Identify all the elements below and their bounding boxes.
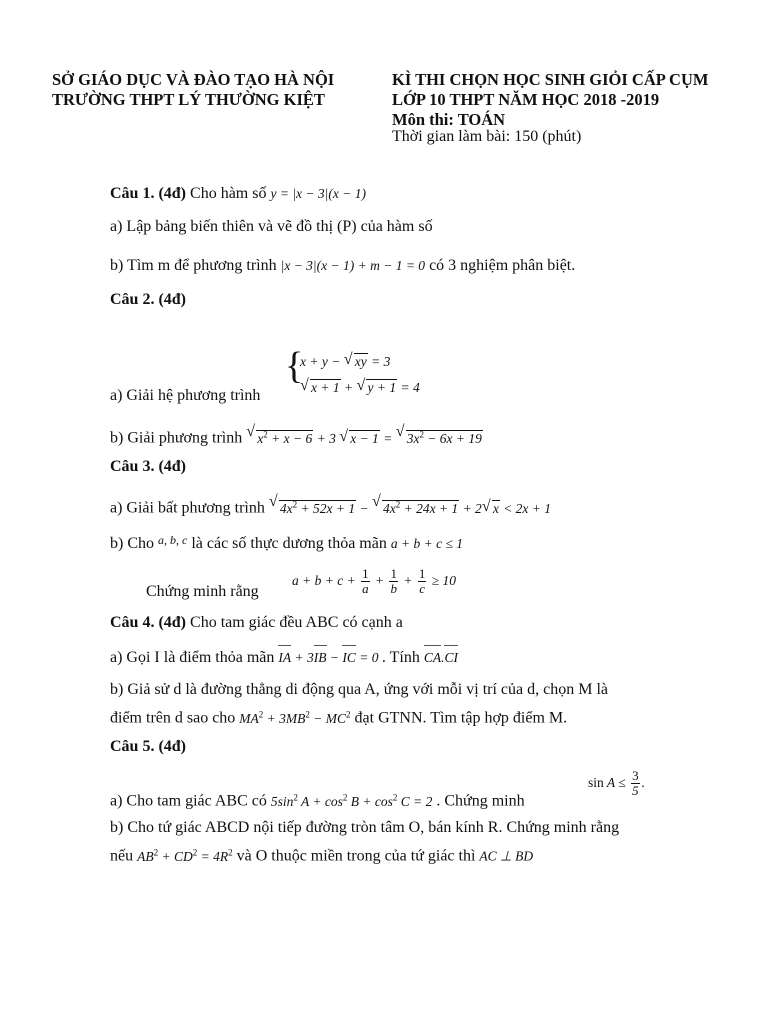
q4-title: Câu 4. (4đ)	[110, 614, 187, 631]
q1-part-b	[110, 256, 575, 276]
q3-b-condition: a + b + c ≤ 1	[390, 536, 463, 551]
q3-prove-label: Chứng minh rằng	[146, 583, 259, 600]
q4-a-vector-eq: IA + 3IB − IC = 0	[278, 650, 382, 665]
q4-part-a	[110, 648, 458, 668]
exam-duration: Thời gian làm bài: 150 (phút)	[392, 128, 582, 145]
q1-heading	[110, 184, 366, 204]
q5-a-equation: $5\sin^2$ $A + \cos^2 B + \cos^2 C = 2$	[270, 792, 433, 809]
q5-a-result: sin A ≤ $\frac{3}{5}$ .	[588, 768, 645, 799]
q3-a-label: a) Giải bất phương trình	[110, 499, 265, 517]
q5-a-mid: . Chứng minh	[436, 792, 525, 810]
q4-b-line1: b) Giả sử d là đường thẳng di động qua A, ứng với mỗi vị trí của d, chọn M là	[110, 681, 608, 698]
q1-intro: Cho hàm số	[190, 185, 267, 202]
exam-header	[392, 70, 708, 130]
q3-title: Câu 3. (4đ)	[110, 458, 187, 475]
q3-part-a	[110, 494, 551, 519]
q1-function: y = |x − 3|(x − 1)	[270, 186, 366, 201]
q1-b-pre: b) Tìm m để phương trình	[110, 257, 277, 274]
q2-title: Câu 2. (4đ)	[110, 291, 187, 308]
q2-system-eq2: √ x + 1 + √ y + 1 = 4	[300, 378, 420, 398]
q3-b-pre: b) Cho	[110, 535, 154, 552]
q2-b-label: b) Giải phương trình	[110, 429, 243, 447]
q4-b-expression: $MA^2 + 3MB^2 - MC^2$	[239, 709, 351, 726]
q3-b-mid: là các số thực dương thỏa mãn	[191, 535, 387, 552]
system-brace: {	[285, 345, 304, 387]
q4-b-post: đạt GTNN. Tìm tập hợp điểm M.	[354, 709, 568, 727]
q5-title: Câu 5. (4đ)	[110, 738, 187, 755]
school-header	[52, 70, 334, 110]
q5-part-a	[110, 787, 525, 812]
q1-b-equation: |x − 3|(x − 1) + m − 1 = 0	[280, 258, 426, 273]
q3-part-b	[110, 530, 463, 554]
department-name: SỞ GIÁO DỤC VÀ ĐÀO TẠO HÀ NỘI	[52, 70, 335, 89]
q1-part-a: a) Lập bảng biến thiên và vẽ đồ thị (P) của hàm số	[110, 218, 433, 235]
q1-b-post: có 3 nghiệm phân biệt.	[429, 257, 576, 274]
q5-b-pre: nếu	[110, 847, 134, 865]
q4-a-pre: a) Gọi I là điểm thỏa mãn	[110, 649, 275, 666]
school-name: TRƯỜNG THPT LÝ THƯỜNG KIỆT	[52, 90, 325, 109]
q5-a-pre: a) Cho tam giác ABC có	[110, 792, 267, 810]
exam-grade-year: LỚP 10 THPT NĂM HỌC 2018 -2019	[392, 90, 660, 109]
q4-intro: Cho tam giác đều ABC có cạnh a	[190, 614, 403, 631]
q4-heading	[110, 613, 403, 633]
q5-part-b-line2	[110, 842, 533, 867]
exam-subject: Môn thi: TOÁN	[392, 110, 506, 129]
q2-part-a: a) Giải hệ phương trình	[110, 387, 261, 404]
q5-b-line1: b) Cho tứ giác ABCD nội tiếp đường tròn tâm O, bán kính R. Chứng minh rằng	[110, 819, 620, 836]
q4-b-pre: điểm trên d sao cho	[110, 709, 236, 727]
q4-a-mid: . Tính	[381, 649, 420, 666]
exam-title: KÌ THI CHỌN HỌC SINH GIỎI CẤP CỤM	[392, 70, 709, 89]
q5-b-equation: $AB^2 + CD^2 = 4R^2$	[137, 847, 233, 864]
q2-b-equation: √ $x^2 + x - 6 + 3$ √ x − 1 = √ $3x^2 - 6x + 19$	[246, 431, 483, 446]
q5-b-result: AC ⊥ BD	[479, 848, 534, 864]
q4-a-dot-product: CA.CI	[424, 650, 458, 665]
q2-system-eq1: x + y − √ xy = 3	[300, 352, 390, 372]
q4-part-b-line2	[110, 704, 567, 729]
q3-b-vars: a, b, c	[158, 533, 188, 547]
q2-part-b	[110, 424, 483, 449]
q3-prove-inequality: a + b + c + $\frac{1}{a}$ + $\frac{1}{b}$ + $\frac{1}{c}$ ≥ 10	[292, 566, 456, 597]
q5-b-mid: và O thuộc miền trong của tứ giác thì	[236, 847, 476, 865]
q1-title: Câu 1. (4đ)	[110, 185, 187, 202]
q3-a-inequality: √ $4x^2 + 52x + 1$ − √ $4x^2 + 24x + 1 + 2√$ x < 2x + 1	[269, 501, 551, 516]
